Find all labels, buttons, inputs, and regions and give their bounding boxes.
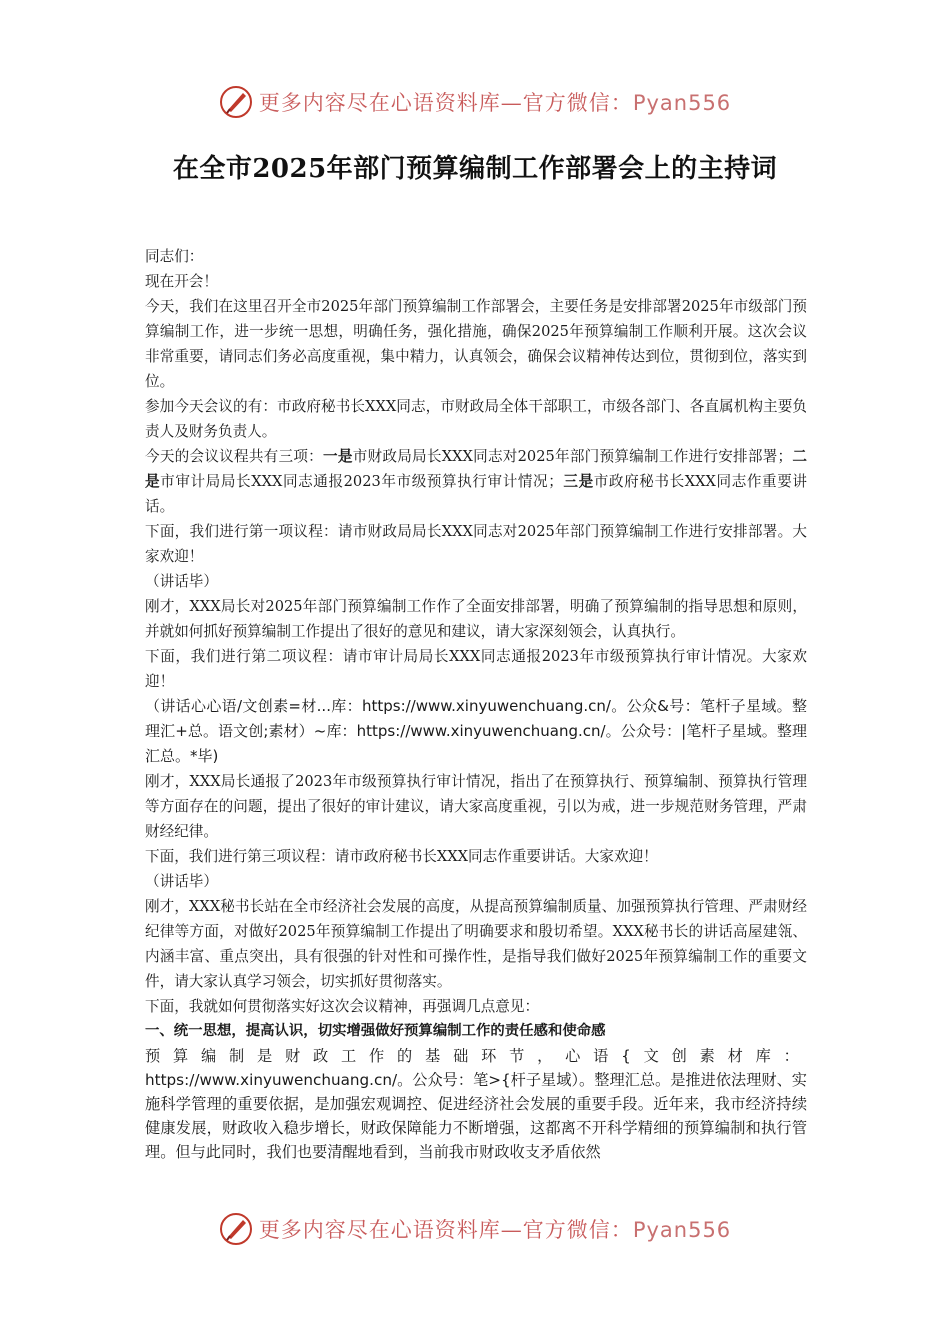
paragraph: 下面，我们进行第一项议程：请市财政局局长XXX同志对2025年部门预算编制工作进行安排部署。大家欢迎！ — [145, 523, 807, 565]
paragraph: 同志们： — [145, 248, 204, 265]
footer-banner — [0, 1207, 950, 1251]
paragraph: 刚才，XXX秘书长站在全市经济社会发展的高度，从提高预算编制质量、加强预算执行管理、严肃财经纪律等方面，对做好2025年预算编制工作提出了明确要求和殷切希望。XXX秘书长的讲话高屋建瓴、内涵丰富、重点突出，具有很强的针对性和可操作性，是指导我们做好2025年预算编制工作的重要文件，请大家认真学习领会，切实抓好贯彻落实。 — [145, 898, 807, 990]
document-body — [145, 244, 807, 1164]
paragraph: 预算编制是财政工作的基础环节，心语{文创素材库：https://www.xinyuwenchuang.cn/。公众号：笔>{杆子星域）。整理汇总。是推进依法理财、实施科学管理的重要依据，是加强宏观调控、促进经济社会发展的重要手段。近年来，我市经济持续健康发展，财政收入稳步增长，财政保障能力不断增强，这都离不开科学精细的预算编制和执行管理。但与此同时，我们也要清醒地看到，当前我市财政收支矛盾依然 — [145, 1047, 807, 1161]
page-title: 在全市2025年部门预算编制工作部署会上的主持词 — [172, 154, 778, 184]
paragraph: 刚才，XXX局长对2025年部门预算编制工作作了全面安排部署，明确了预算编制的指导思想和原则，并就如何抓好预算编制工作提出了很好的意见和建议，请大家深刻领会，认真执行。 — [145, 598, 807, 640]
paragraph: 刚才，XXX局长通报了2023年市级预算执行审计情况，指出了在预算执行、预算编制、预算执行管理等方面存在的问题，提出了很好的审计建议，请大家高度重视，引以为戒，进一步规范财务管理，严肃财经纪律。 — [145, 773, 807, 840]
quill-logo-icon — [219, 85, 253, 119]
paragraph: （讲话毕） — [145, 573, 218, 590]
banner-text: 更多内容尽在心语资料库—官方微信：Pyan556 — [258, 1218, 732, 1242]
quill-logo-icon — [219, 1212, 253, 1246]
paragraph: （讲话心心语/文创素=材...库：https://www.xinyuwenchuang.cn/。公众&号：笔杆子星域。整理汇+总。语文创;素材）~库：https://www.xinyuwenchuang.cn/。公众号：|笔杆子星域。整理汇总。*毕) — [145, 697, 807, 765]
paragraph: 下面，我就如何贯彻落实好这次会议精神，再强调几点意见： — [145, 998, 540, 1015]
paragraph: 参加今天会议的有：市政府秘书长XXX同志，市财政局全体干部职工，市级各部门、各直属机构主要负责人及财务负责人。 — [145, 398, 807, 440]
paragraph: 下面，我们进行第三项议程：请市政府秘书长XXX同志作重要讲话。大家欢迎！ — [145, 848, 658, 865]
section-heading: 一、统一思想，提高认识，切实增强做好预算编制工作的责任感和使命感 — [145, 1023, 606, 1039]
paragraph: （讲话毕） — [145, 873, 218, 890]
paragraph: 今天，我们在这里召开全市2025年部门预算编制工作部署会，主要任务是安排部署2025年市级部门预算编制工作，进一步统一思想，明确任务，强化措施，确保2025年预算编制工作顺利开展。这次会议非常重要，请同志们务必高度重视，集中精力，认真领会，确保会议精神传达到位，贯彻到位，落实到位。 — [145, 298, 807, 390]
paragraph: 现在开会！ — [145, 273, 218, 290]
paragraph: 下面，我们进行第二项议程：请市审计局局长XXX同志通报2023年市级预算执行审计情况。大家欢迎！ — [145, 648, 807, 690]
header-banner — [0, 80, 950, 124]
banner-text: 更多内容尽在心语资料库—官方微信：Pyan556 — [258, 91, 732, 115]
agenda-paragraph: 今天的会议议程共有三项：一是市财政局局长XXX同志对2025年部门预算编制工作进行安排部署；二是市审计局局长XXX同志通报2023年市级预算执行审计情况；三是市政府秘书长XXX同志作重要讲话。 — [145, 448, 807, 515]
